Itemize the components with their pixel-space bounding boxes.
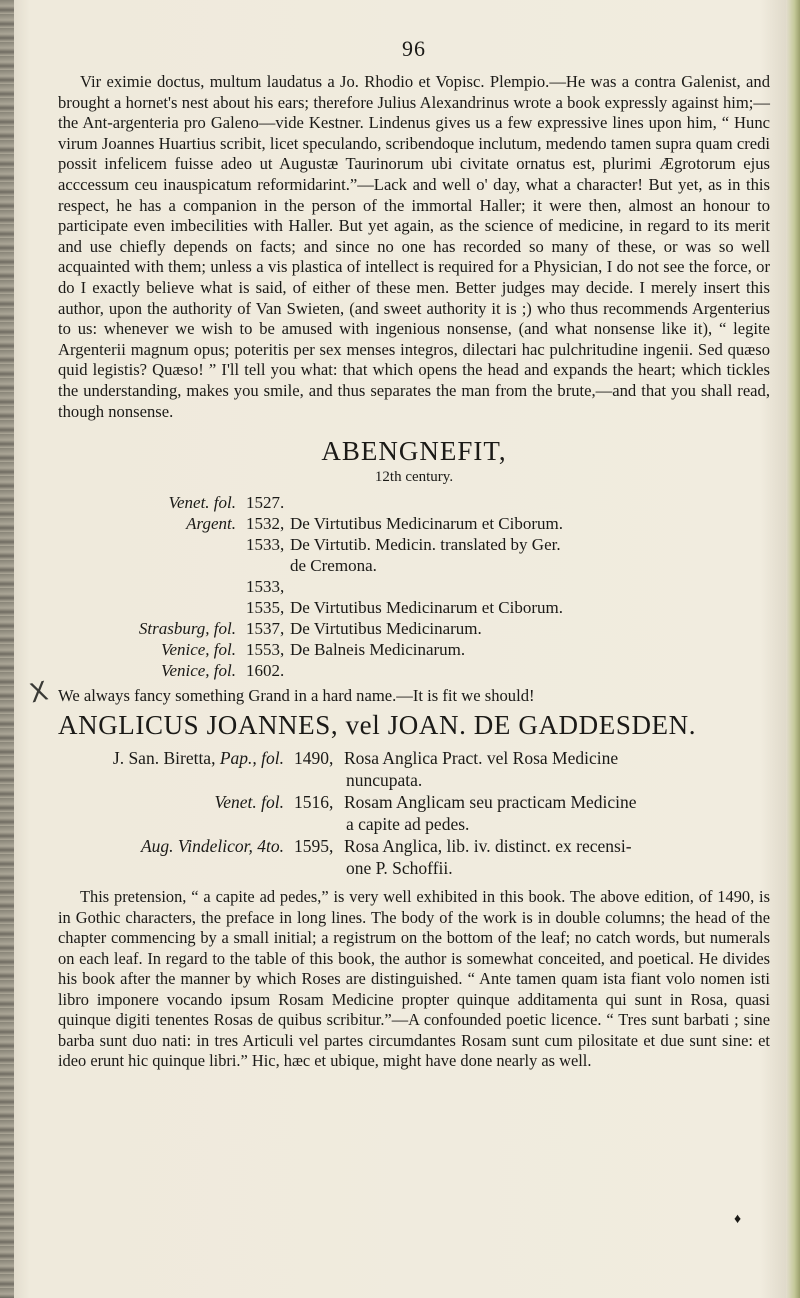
- note-grand-name: We always fancy something Grand in a hard name.—It is fit we should!: [58, 686, 535, 706]
- edition-list-gaddesden: [58, 747, 770, 879]
- edition-year: 1527.: [246, 493, 285, 513]
- edition-year: 1535,: [246, 598, 285, 618]
- edition-place-italic: Pap., fol.: [219, 748, 284, 769]
- edition-year: 1532,: [246, 514, 285, 534]
- edition-year: 1516,: [294, 792, 334, 813]
- edition-row: a capite ad pedes.: [346, 814, 470, 835]
- edition-place: [58, 747, 294, 769]
- edition-title: Rosa Anglica, lib. iv. distinct. ex recensi-: [344, 836, 632, 857]
- printer-ornament: ♦: [734, 1212, 742, 1227]
- edition-place: [58, 597, 246, 618]
- edition-row: de Cremona.: [290, 556, 377, 576]
- edition-row: [58, 534, 770, 555]
- edition-title: De Virtutibus Medicinarum et Ciborum.: [290, 598, 563, 618]
- edition-place: [58, 791, 294, 813]
- edition-year: 1533,: [246, 535, 285, 555]
- edition-title: [290, 492, 770, 513]
- edition-row: [58, 747, 770, 769]
- edition-title: De Virtutib. Medicin. translated by Ger.: [290, 535, 561, 555]
- edition-row: [58, 618, 770, 639]
- edition-title: De Virtutibus Medicinarum et Ciborum.: [290, 514, 563, 534]
- edition-year: 1595,: [294, 836, 334, 857]
- edition-year: 1533,: [246, 577, 285, 597]
- paragraph-argenterius: Vir eximie doctus, multum laudatus a Jo. Rhodio et Vopisc. Plempio.—He was a contra Galenist, and brought a hornet's nest about his ears; therefore Julius Alexandrinus wrote a book expressly against him;—the Ant-argenteria pro Galeno—vide Kestner. Lindenus gives us a few expressive lines upon him, “ Hunc virum Joannes Huartius scribit, licet speculando, scribendoque inclutum, medendo tamen supra quam credi possit infelicem fuisse adeo ut Augustæ Taurinorum ubi civitate ornatus est, plurimi Ægrotorum ejus acccessum ceu inauspicatum reformidarint.”—Lack and well o' day, what a character! But yet, as in this respect, he has a companion in the person of the immortal Haller; it were then, almost an honour to participate even imbecilities with Haller. But yet again, as the science of medicine, in regard to its merit and use chiefly depends on facts; and since no one has recorded so many of these, or was so well acquainted with them; unless a vis plastica of intellect is required for a Physician, I do not see the force, or do I exactly believe what is said, of either of these men. Better judges may decide. I merely insert this author, upon the authority of Van Swieten, (and sweet authority it is ;) who thus recommends Argenterius to us: whenever we wish to be amused with ingenious nonsense, (and what nonsense like it), “ legite Argenterii magnum opus; poteritis per sex menses integros, dilectari hac pulchritudine ingenii. Sed quæso quid legistis? Quæso! ” I'll tell you what: that which opens the head and expands the heart; which tickles the understanding, makes you smile, and thus separates the man from the brute,—and that you shall read, though nonsense.: [58, 72, 770, 421]
- edition-row: [58, 835, 770, 857]
- edition-title: Rosa Anglica Pract. vel Rosa Medicine: [344, 748, 619, 769]
- entry-heading-abengnefit: ABENGNEFIT,: [321, 436, 507, 467]
- century-label: 12th century.: [374, 469, 454, 486]
- edition-printer: J. San. Biretta,: [112, 748, 220, 769]
- margin-pencil-mark: X: [27, 676, 51, 710]
- edition-title: [290, 576, 770, 597]
- edition-place: [58, 534, 246, 555]
- edition-place: Venet. fol.: [168, 493, 236, 513]
- edition-title: De Balneis Medicinarum.: [290, 640, 466, 660]
- edition-title: [290, 660, 770, 681]
- edition-title: De Virtutibus Medicinarum.: [290, 619, 482, 639]
- entry-heading-gaddesden: ANGLICUS JOANNES, vel JOAN. DE GADDESDEN.: [58, 710, 697, 741]
- edition-place: [58, 576, 246, 597]
- edition-row: [58, 660, 770, 681]
- edition-place-italic: Aug. Vindelicor, 4to.: [140, 836, 284, 857]
- binding-gutter: [0, 0, 14, 1298]
- edition-place-italic: Venet. fol.: [214, 792, 284, 813]
- page-number: 96: [402, 36, 426, 61]
- edition-place: Venice, fol.: [160, 661, 236, 681]
- edition-row: one P. Schoffii.: [346, 858, 453, 879]
- edition-year: 1490,: [294, 748, 334, 769]
- edition-row: [58, 513, 770, 534]
- edition-year: 1602.: [246, 661, 285, 681]
- edition-year: 1537,: [246, 619, 285, 639]
- edition-place: Argent.: [186, 514, 236, 534]
- edition-row: [58, 639, 770, 660]
- edition-title: Rosam Anglicam seu practicam Medicine: [344, 792, 637, 813]
- paragraph-rosa-anglica: This pretension, “ a capite ad pedes,” is very well exhibited in this book. The above edition, of 1490, is in Gothic characters, the preface in long lines. The body of the work is in double columns; the head of the chapter commencing by a small initial; a registrum on the bottom of the leaf; no catch words, but numerals on each leaf. In regard to the table of this book, the author is somewhat conceited, and poetical. He divides his book after the manner by which Roses are distinguished. “ Ante tamen quam ista fiant volo nomen isti libro imponere vocando ipsum Rosam Medicine propter quinque additamenta qui sunt in Rosa, quasi quinque digiti tenentes Rosas de quibus scribitur.”—A confounded poetic licence. “ Tres sunt barbati ; sine barba sunt duo nati: in tres Articuli vel partes circumdantes Rosam sunt cum pilositate et due sunt sine: et ideo erunt hic quinque libri.” Hic, hæc et ubique, might have done nearly as well.: [58, 887, 770, 1071]
- edition-row: nuncupata.: [346, 770, 423, 791]
- page-edge: [786, 0, 800, 1298]
- edition-row: [58, 791, 770, 813]
- edition-row: [58, 597, 770, 618]
- edition-place: Strasburg, fol.: [138, 619, 236, 639]
- edition-row: [58, 492, 770, 513]
- edition-row: [58, 576, 770, 597]
- page-content: [58, 36, 770, 1072]
- edition-place: [58, 835, 294, 857]
- edition-place: Venice, fol.: [160, 640, 236, 660]
- edition-year: 1553,: [246, 640, 285, 660]
- edition-list-abengnefit: [58, 492, 770, 681]
